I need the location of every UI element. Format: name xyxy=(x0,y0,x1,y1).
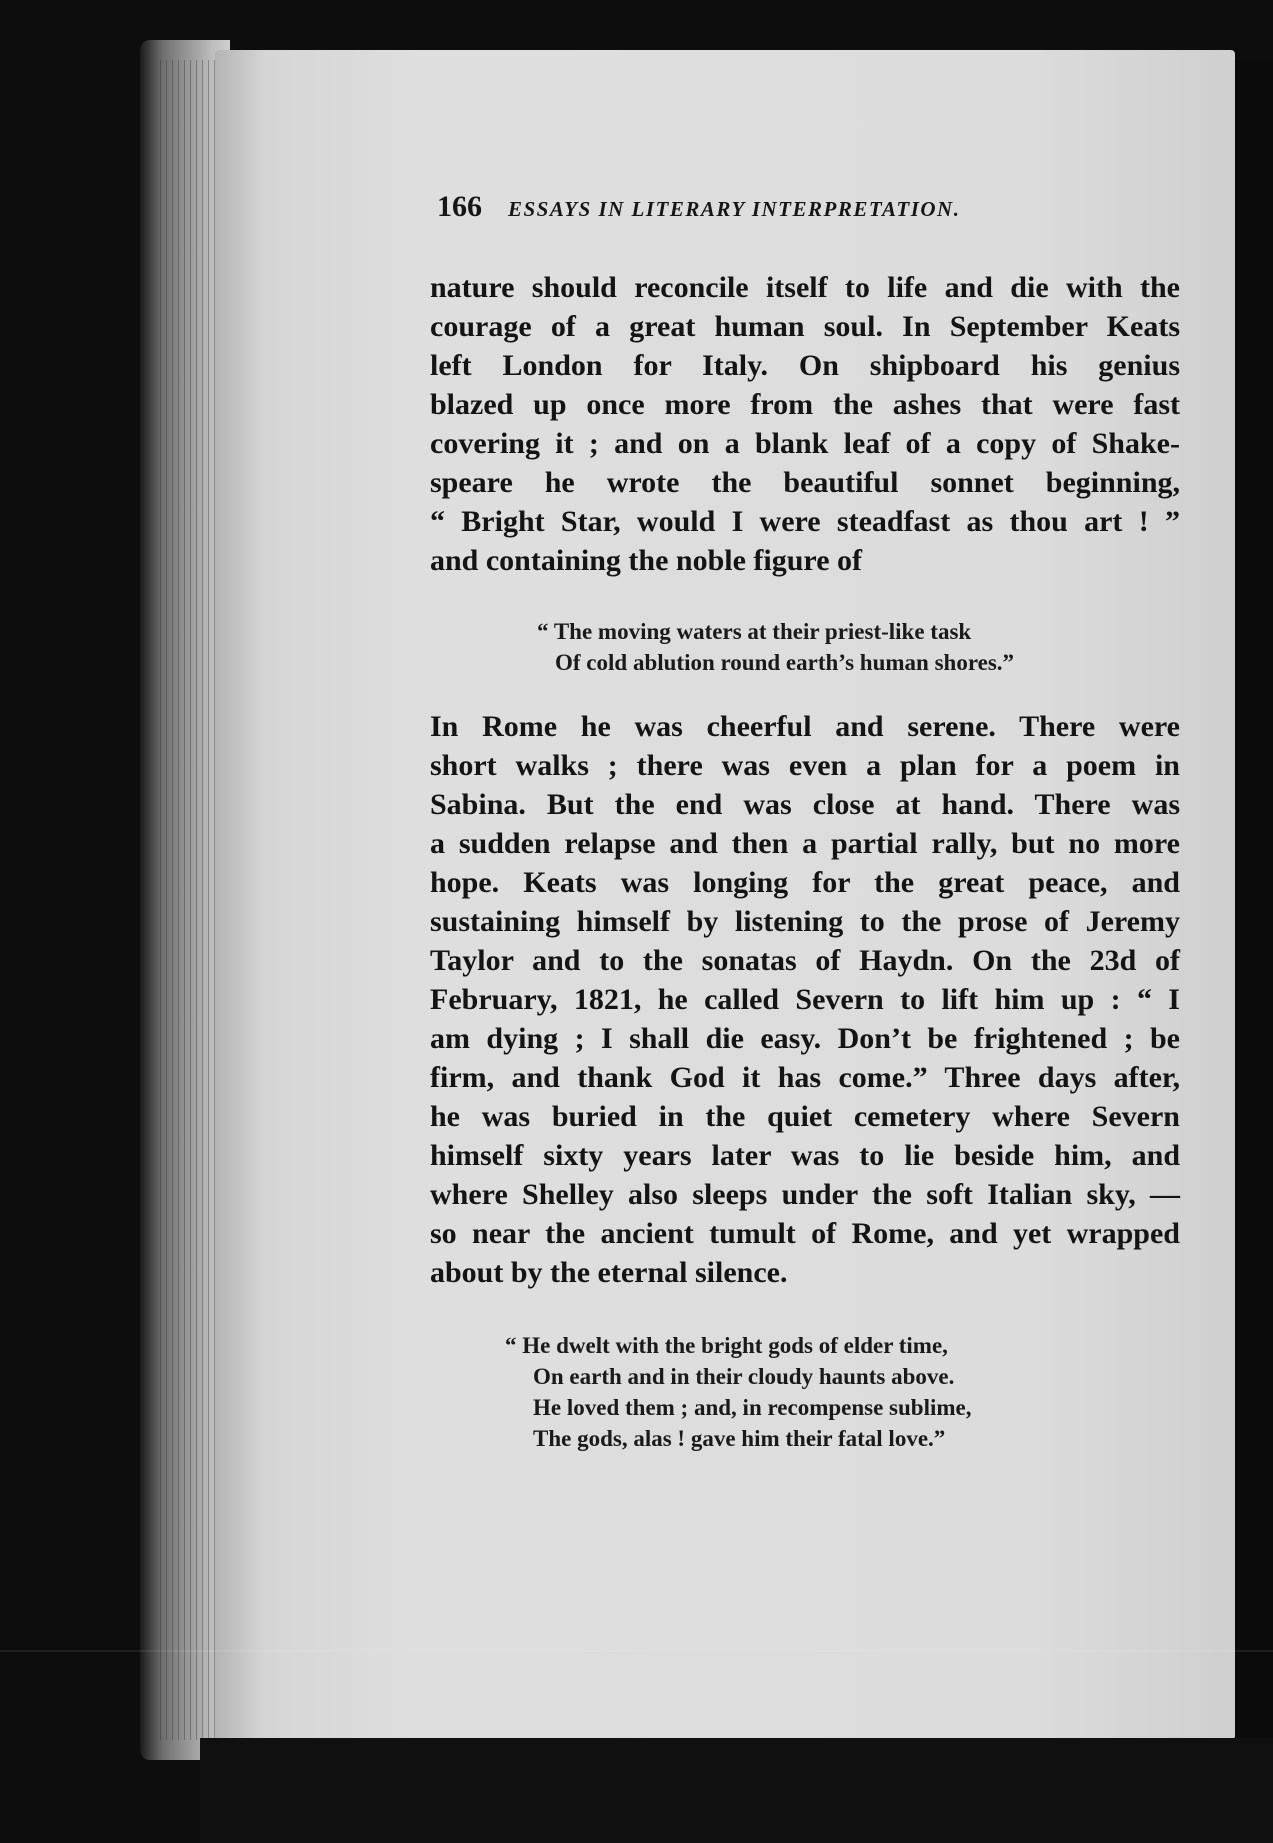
scan-artifact-line xyxy=(0,1650,1273,1652)
verse-line: “ The moving waters at their priest-like task xyxy=(537,619,972,644)
running-title: ESSAYS IN LITERARY INTERPRETATION. xyxy=(508,197,961,221)
text-line: and containing the noble figure of xyxy=(430,544,862,577)
text-line: courage of a great human soul. In September Keats xyxy=(430,310,1180,343)
text-line: blazed up once more from the ashes that were fast xyxy=(430,388,1180,421)
running-head xyxy=(437,190,1157,224)
verse-line: He loved them ; and, in recompense sublime, xyxy=(533,1395,972,1420)
text-line: speare he wrote the beautiful sonnet beginning, xyxy=(430,466,1180,499)
text-line: hope. Keats was longing for the great peace, and xyxy=(430,866,1180,899)
text-line: so near the ancient tumult of Rome, and yet wrapped xyxy=(430,1217,1180,1250)
page-stack-edges xyxy=(160,60,220,1740)
text-line: nature should reconcile itself to life and die with the xyxy=(430,271,1180,304)
right-shadow xyxy=(1235,60,1273,1810)
text-line: Sabina. But the end was close at hand. There was xyxy=(430,788,1180,821)
verse-line: On earth and in their cloudy haunts above. xyxy=(533,1364,955,1389)
verse-line: Of cold ablution round earth’s human shores.” xyxy=(555,650,1015,675)
text-line: “ Bright Star, would I were steadfast as thou art ! ” xyxy=(430,505,1180,538)
text-line: about by the eternal silence. xyxy=(430,1256,788,1289)
paragraph-1 xyxy=(430,268,1180,580)
text-line: a sudden relapse and then a partial rally, but no more xyxy=(430,827,1180,860)
verse-line: “ He dwelt with the bright gods of elder time, xyxy=(505,1333,948,1358)
text-line: am dying ; I shall die easy. Don’t be frightened ; be xyxy=(430,1022,1180,1055)
verse-quote-1 xyxy=(537,616,1014,678)
text-line: February, 1821, he called Severn to lift him up : “ I xyxy=(430,983,1180,1016)
text-line: Taylor and to the sonatas of Haydn. On the 23d of xyxy=(430,944,1180,977)
text-line: covering it ; and on a blank leaf of a copy of Shake- xyxy=(430,427,1180,460)
bottom-shadow xyxy=(200,1738,1273,1843)
paragraph-2 xyxy=(430,707,1180,1292)
text-line: In Rome he was cheerful and serene. There were xyxy=(430,710,1180,743)
verse-quote-2 xyxy=(505,1330,971,1454)
text-line: firm, and thank God it has come.” Three days after, xyxy=(430,1061,1180,1094)
verse-line: The gods, alas ! gave him their fatal love.” xyxy=(533,1426,946,1451)
text-line: sustaining himself by listening to the prose of Jeremy xyxy=(430,905,1180,938)
text-line: left London for Italy. On shipboard his genius xyxy=(430,349,1180,382)
text-line: where Shelley also sleeps under the soft Italian sky, — xyxy=(430,1178,1180,1211)
text-line: himself sixty years later was to lie beside him, and xyxy=(430,1139,1180,1172)
page-number: 166 xyxy=(437,190,482,223)
text-line: he was buried in the quiet cemetery where Severn xyxy=(430,1100,1180,1133)
text-line: short walks ; there was even a plan for a poem in xyxy=(430,749,1180,782)
